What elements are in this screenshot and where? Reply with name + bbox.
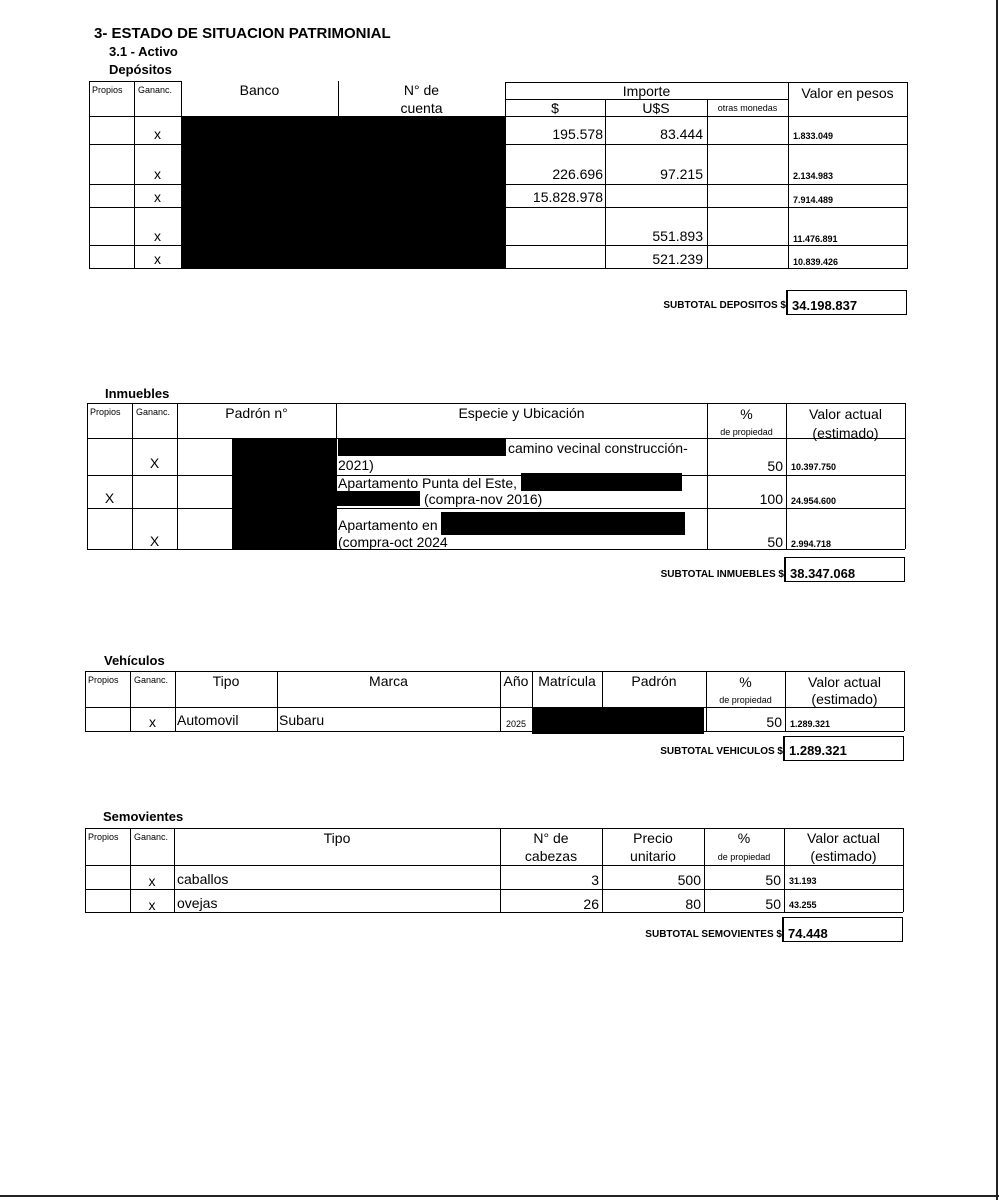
col-gananc: Gananc. [138,85,173,95]
dep-row-gananc: x [154,228,161,244]
dep-row-pesos: 195.578 [552,126,603,142]
col-pesos: $ [551,100,559,116]
col-cabezas-l1: N° de [533,830,569,846]
col-precio-l1: Precio [633,830,673,846]
sem-row-tipo: caballos [177,871,229,887]
dep-row-usd: 551.893 [652,228,703,244]
col-usd: U$S [642,100,670,116]
col-valor-l1: Valor actual [808,674,881,690]
dep-row-gananc: x [154,251,161,267]
veh-row-marca: Subaru [279,712,325,728]
col-cuenta-l2: cuenta [400,100,443,116]
dep-row-pesos: 15.828.978 [532,189,603,205]
dep-row-usd: 521.239 [652,251,703,267]
semovientes-title: Semovientes [103,809,184,824]
inm-row-pct: 100 [759,491,783,507]
col-anio: Año [503,673,529,689]
col-pct-sub: de propiedad [720,427,773,437]
col-valor: Valor en pesos [801,85,894,101]
col-gananc: Gananc. [134,832,169,842]
subtotal-vehiculos-value: 1.289.321 [783,736,904,761]
page-edge-bottom [0,1195,999,1197]
sem-row-gananc: x [148,897,156,913]
col-cabezas-l2: cabezas [524,848,578,864]
veh-row-valor: 1.289.321 [790,719,831,729]
dep-row-valor: 7.914.489 [793,195,834,205]
sem-row-valor: 31.193 [789,876,817,886]
inm-row-especie-l1: Apartamento Punta del Este, [338,475,517,491]
redacted-block [521,473,682,491]
page-edge-right [996,0,998,1200]
col-otras: otras monedas [717,103,778,113]
dep-row-gananc: x [154,126,161,142]
sem-row-precio: 500 [677,872,701,888]
dep-row-valor: 2.134.983 [793,171,834,181]
veh-row-anio: 2025 [505,719,527,729]
col-importe: Importe [622,83,671,99]
inm-row-propios: X [104,490,115,506]
dep-row-pesos: 226.696 [552,166,603,182]
subtotal-vehiculos-label: SUBTOTAL VEHICULOS $ [660,746,783,757]
veh-row-pct: 50 [766,714,782,730]
sem-row-gananc: x [148,873,156,889]
sem-row-precio: 80 [685,896,701,912]
inm-row-pct: 50 [767,534,783,550]
col-valor-l2: (estimado) [812,425,879,441]
col-valor-l1: Valor actual [809,406,882,422]
inm-row-valor: 10.397.750 [791,462,837,472]
redacted-block [338,439,506,456]
col-banco: Banco [239,82,280,98]
redacted-block [441,512,685,535]
col-cuenta-l1: N° de [403,82,440,98]
section-title: 3- ESTADO DE SITUACION PATRIMONIAL [94,25,391,42]
subtotal-semovientes-label: SUBTOTAL SEMOVIENTES $ [645,929,782,940]
inm-row-gananc: X [149,455,160,471]
subtotal-inmuebles-value: 38.347.068 [784,557,905,582]
dep-row-valor: 10.839.426 [793,257,839,267]
veh-row-gananc: x [149,714,156,730]
dep-row-gananc: x [154,189,161,205]
col-pct: % [740,406,753,422]
inm-row-pct: 50 [767,458,783,474]
col-matricula: Matrícula [538,673,596,689]
col-especie: Especie y Ubicación [458,405,585,421]
sem-row-tipo: ovejas [177,895,218,911]
inm-row-especie-l1: camino vecinal construcción- [508,440,688,456]
sem-row-pct: 50 [765,896,781,912]
col-propios: Propios [88,832,119,842]
col-propios: Propios [88,675,119,685]
subtotal-semovientes-value: 74.448 [782,917,903,942]
inm-row-especie-l2: (compra-nov 2016) [424,491,543,507]
dep-row-gananc: x [154,166,161,182]
col-valor-l2: (estimado) [810,848,877,864]
col-pct-sub: de propiedad [717,852,771,862]
inm-row-especie-l2: (compra-oct 2024 [338,534,448,550]
inm-row-valor: 2.994.718 [791,539,832,549]
col-propios: Propios [90,407,121,417]
col-padron: Padrón n° [225,405,288,421]
col-tipo: Tipo [323,830,351,846]
inm-row-gananc: X [149,533,160,549]
subtotal-depositos-label: SUBTOTAL DEPOSITOS $ [663,300,786,311]
vehiculos-title: Vehículos [104,653,165,668]
dep-row-usd: 83.444 [660,126,703,142]
col-precio-l2: unitario [630,848,676,864]
subtotal-depositos-value: 34.198.837 [786,290,907,315]
depositos-title: Depósitos [109,62,172,77]
inmuebles-title: Inmuebles [105,386,170,401]
col-gananc: Gananc. [134,675,169,685]
col-pct: % [737,830,751,846]
inm-row-valor: 24.954.600 [791,496,837,506]
dep-row-valor: 11.476.891 [793,234,838,244]
col-valor-l1: Valor actual [807,830,880,846]
col-propios: Propios [92,85,123,95]
sem-row-pct: 50 [765,872,781,888]
subtotal-inmuebles-label: SUBTOTAL INMUEBLES $ [660,569,784,580]
dep-row-valor: 1.833.049 [793,131,834,141]
col-gananc: Gananc. [136,407,171,417]
redacted-block [336,491,420,506]
sem-row-cabezas: 3 [591,872,599,888]
veh-row-tipo: Automovil [177,712,239,728]
redacted-block [232,438,336,549]
col-valor-l2: (estimado) [811,691,878,707]
col-pct: % [739,674,752,690]
subsection-title: 3.1 - Activo [109,44,178,59]
col-marca: Marca [369,673,408,689]
inm-row-especie-l2: 2021) [338,457,374,473]
sem-row-valor: 43.255 [789,900,817,910]
inm-row-especie-l1: Apartamento en [338,517,438,533]
col-pct-sub: de propiedad [719,695,772,705]
sem-row-cabezas: 26 [583,896,599,912]
redacted-block [181,116,505,268]
redacted-block [532,707,704,734]
col-tipo: Tipo [212,673,240,689]
dep-row-usd: 97.215 [660,166,703,182]
col-padron: Padrón [631,673,677,689]
